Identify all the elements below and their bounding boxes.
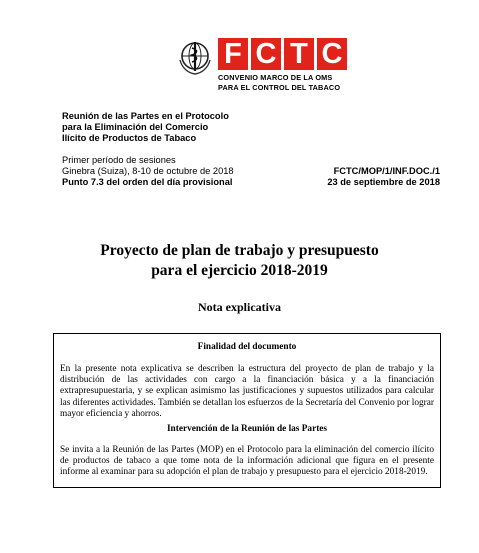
session-location-dates: Ginebra (Suiza), 8-10 de octubre de 2018 bbox=[62, 166, 234, 176]
fctc-letter-c2: C bbox=[317, 38, 347, 70]
meeting-title-line-2: para la Eliminación del Comercio bbox=[62, 122, 209, 132]
meeting-title-line-3: Ilícito de Productos de Tabaco bbox=[62, 133, 197, 143]
meeting-title-line-1: Reunión de las Partes en el Protocolo bbox=[62, 111, 229, 121]
fctc-logo bbox=[178, 36, 438, 96]
purpose-paragraph: En la presente nota explicativa se describen la estructura del proyecto de plan de trabajo y la distribución de las actividades con cargo a la financiación básica y a la financiación extrapresupuestaria, y se explican asimismo las justificaciones y supuestos utilizados para calcular las diferentes actividades. También se detallan los esfuerzos de la Secretaría del Convenio por lograr mayor eficiencia y ahorros. bbox=[60, 364, 434, 419]
document-symbol: FCTC/MOP/1/INF.DOC./1 bbox=[333, 166, 440, 176]
session-info bbox=[62, 155, 234, 188]
fctc-letter-t: T bbox=[284, 38, 314, 70]
document-reference bbox=[327, 166, 440, 188]
fctc-letter-f: F bbox=[218, 38, 248, 70]
purpose-heading: Finalidad del documento bbox=[197, 342, 297, 352]
session-label: Primer período de sesiones bbox=[62, 155, 176, 165]
document-date: 23 de septiembre de 2018 bbox=[327, 177, 440, 187]
who-emblem-icon bbox=[178, 40, 212, 76]
logo-subtitle-line-2: PARA EL CONTROL DEL TABACO bbox=[218, 83, 341, 92]
summary-box bbox=[53, 333, 441, 488]
note-title: Nota explicativa bbox=[198, 300, 281, 314]
logo-subtitle-line-1: CONVENIO MARCO DE LA OMS bbox=[218, 73, 333, 82]
action-heading: Intervención de la Reunión de las Partes bbox=[166, 424, 328, 434]
fctc-wordmark bbox=[218, 38, 347, 70]
meeting-title bbox=[62, 111, 229, 144]
document-title bbox=[0, 241, 479, 281]
document-title-line-1: Proyecto de plan de trabajo y presupuesto bbox=[100, 242, 379, 259]
action-paragraph: Se invita a la Reunión de las Partes (MOP) en el Protocolo para la eliminación del comercio ilícito de productos de tabaco a que tome nota de la información adicional que figura en el presente informe al examinar para su adopción el plan de trabajo y presupuesto para el ejercicio 2018-2019. bbox=[60, 445, 434, 478]
document-title-line-2: para el ejercicio 2018-2019 bbox=[151, 262, 328, 279]
agenda-item: Punto 7.3 del orden del día provisional bbox=[62, 177, 233, 187]
fctc-letter-c: C bbox=[251, 38, 281, 70]
